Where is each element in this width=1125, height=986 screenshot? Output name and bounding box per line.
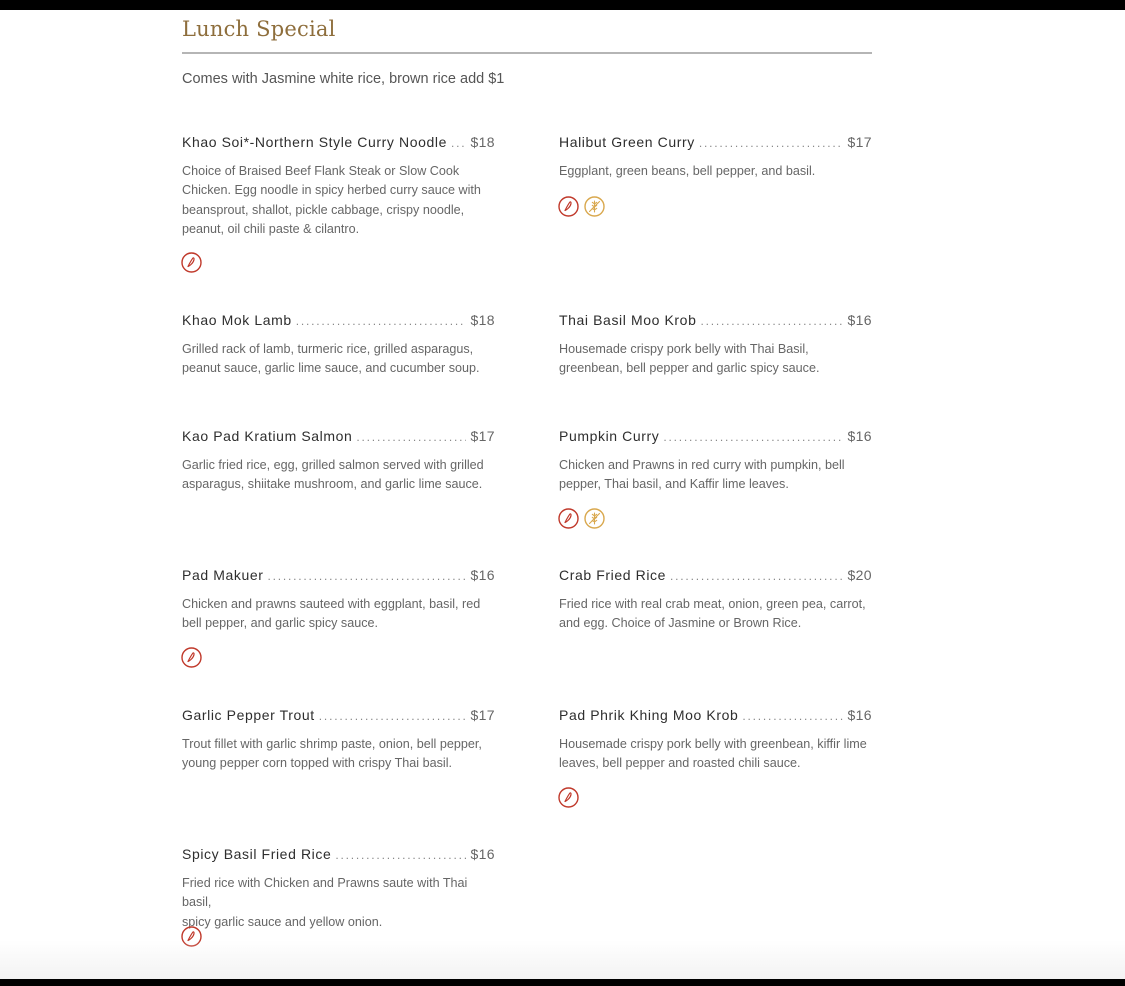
item-name: Khao Mok Lamb (182, 312, 292, 328)
item-name: Pad Makuer (182, 567, 264, 583)
item-price: $16 (847, 312, 872, 328)
title-divider (182, 52, 872, 54)
item-name: Crab Fried Rice (559, 567, 667, 583)
spicy-icon (181, 647, 202, 668)
dot-leader (700, 314, 843, 328)
item-name: Kao Pad Kratium Salmon (182, 428, 353, 444)
item-name: Pumpkin Curry (559, 428, 660, 444)
menu-item (182, 134, 495, 240)
dot-leader (267, 569, 466, 583)
item-icons (558, 787, 579, 808)
menu-item (559, 567, 872, 634)
item-price: $16 (470, 567, 495, 583)
item-description: Chicken and prawns sauteed with eggplant, basil, red bell pepper, and garlic spicy sauce. (182, 597, 481, 631)
dot-leader (356, 430, 466, 444)
menu-item (559, 312, 872, 379)
menu-item (182, 312, 495, 379)
item-icons (558, 196, 605, 217)
dot-leader (699, 136, 844, 150)
item-name: Thai Basil Moo Krob (559, 312, 697, 328)
item-name: Halibut Green Curry (559, 134, 695, 150)
item-description: Fried rice with real crab meat, onion, green pea, carrot, and egg. Choice of Jasmine or Brown Rice. (559, 597, 866, 631)
dot-leader (451, 136, 466, 150)
dot-leader (296, 314, 467, 328)
item-price: $20 (847, 567, 872, 583)
item-description: Eggplant, green beans, bell pepper, and basil. (559, 164, 816, 178)
menu-item (182, 846, 495, 932)
menu-item (182, 707, 495, 774)
menu-item (182, 567, 495, 634)
item-price: $16 (470, 846, 495, 862)
spicy-icon (181, 252, 202, 273)
item-description: Garlic fried rice, egg, grilled salmon served with grilled asparagus, shiitake mushroom, and garlic lime sauce. (182, 458, 484, 492)
item-description: Housemade crispy pork belly with Thai Basil, greenbean, bell pepper and garlic spicy sauce. (559, 342, 820, 376)
menu-item (182, 428, 495, 495)
bottom-fade (0, 940, 1125, 979)
gluten-free-icon (584, 508, 605, 529)
gluten-free-icon (584, 196, 605, 217)
dot-leader (335, 848, 466, 862)
top-black-bar (0, 0, 1125, 10)
item-description: Trout fillet with garlic shrimp paste, onion, bell pepper, young pepper corn topped with crispy Thai basil. (182, 737, 482, 771)
item-description: Fried rice with Chicken and Prawns saute with Thai basil, spicy garlic sauce and yellow onion. (182, 876, 468, 929)
item-price: $18 (470, 134, 495, 150)
bottom-black-bar (0, 979, 1125, 986)
item-description: Grilled rack of lamb, turmeric rice, grilled asparagus, peanut sauce, garlic lime sauce, and cucumber soup. (182, 342, 480, 376)
section-subtitle: Comes with Jasmine white rice, brown rice add $1 (182, 71, 505, 87)
item-icons (181, 252, 202, 273)
item-price: $17 (847, 134, 872, 150)
spicy-icon (558, 787, 579, 808)
dot-leader (670, 569, 843, 583)
menu-item (559, 428, 872, 495)
item-name: Garlic Pepper Trout (182, 707, 315, 723)
dot-leader (663, 430, 843, 444)
item-icons (181, 647, 202, 668)
dot-leader (742, 709, 843, 723)
item-icons (558, 508, 605, 529)
item-price: $17 (470, 428, 495, 444)
section-title: Lunch Special (182, 17, 336, 41)
item-price: $16 (847, 707, 872, 723)
item-description: Chicken and Prawns in red curry with pumpkin, bell pepper, Thai basil, and Kaffir lime leaves. (559, 458, 845, 492)
spicy-icon (558, 196, 579, 217)
menu-item (559, 707, 872, 774)
item-price: $17 (470, 707, 495, 723)
item-name: Pad Phrik Khing Moo Krob (559, 707, 739, 723)
item-description: Housemade crispy pork belly with greenbean, kiffir lime leaves, bell pepper and roasted chili sauce. (559, 737, 867, 771)
menu-item (559, 134, 872, 181)
item-price: $18 (470, 312, 495, 328)
dot-leader (319, 709, 467, 723)
item-description: Choice of Braised Beef Flank Steak or Slow Cook Chicken. Egg noodle in spicy herbed curry sauce with beansprout, shallot, pickle cabbage, crispy noodle, peanut, oil chili paste & cilantro. (182, 164, 481, 237)
item-name: Khao Soi*-Northern Style Curry Noodle (182, 134, 447, 150)
item-name: Spicy Basil Fried Rice (182, 846, 332, 862)
spicy-icon (558, 508, 579, 529)
item-price: $16 (847, 428, 872, 444)
